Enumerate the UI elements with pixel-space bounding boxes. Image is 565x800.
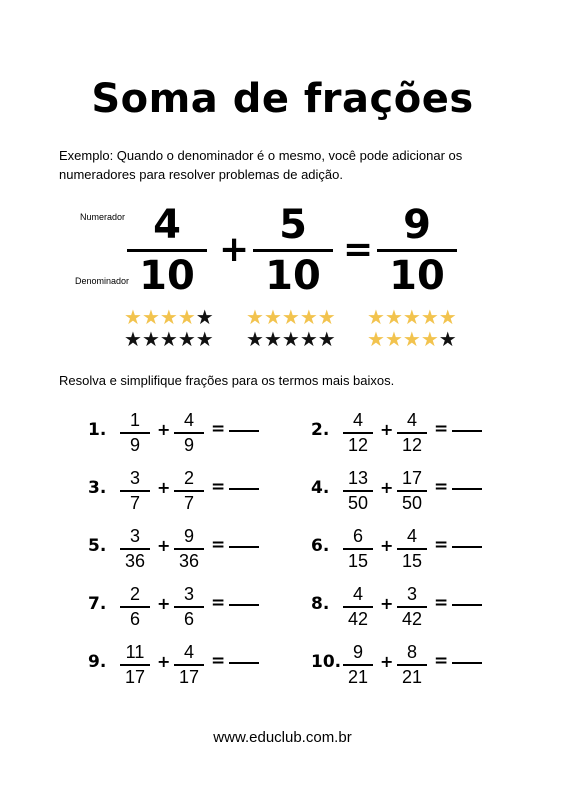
fraction-a [343, 468, 373, 514]
fraction-b [174, 526, 204, 572]
numerator: 8 [406, 642, 417, 662]
fraction-bar [397, 664, 427, 666]
fraction-a [343, 642, 373, 688]
gold-star-icon: ★ [317, 305, 336, 329]
numerator: 4 [352, 410, 363, 430]
plus-sign: + [157, 478, 171, 497]
star-row [246, 328, 336, 350]
fraction-b [174, 642, 204, 688]
denominator: 6 [183, 608, 194, 629]
problem-4 [311, 468, 511, 518]
answer-blank [452, 604, 482, 606]
problem-number: 5. [88, 536, 107, 556]
plus-sign: + [157, 594, 171, 613]
numerator: 1 [129, 410, 140, 430]
fraction-bar [397, 432, 427, 434]
denominator: 21 [347, 666, 369, 687]
fraction-b [174, 468, 204, 514]
black-star-icon: ★ [263, 327, 282, 351]
equals-sign: = [211, 477, 226, 497]
numerator: 4 [406, 526, 417, 546]
fraction-a [343, 584, 373, 630]
answer-blank [452, 662, 482, 664]
example-fraction-3 [377, 203, 457, 298]
problem-9 [88, 642, 288, 692]
gold-star-icon: ★ [420, 327, 439, 351]
fraction-bar [343, 664, 373, 666]
page-title: Soma de frações [91, 76, 474, 122]
fraction-a [343, 526, 373, 572]
problem-3 [88, 468, 288, 518]
gold-star-icon: ★ [141, 305, 160, 329]
fraction-a [120, 642, 150, 688]
fraction-bar [174, 548, 204, 550]
denominator: 15 [347, 550, 369, 571]
fraction-bar [174, 664, 204, 666]
fraction-bar [343, 490, 373, 492]
problem-2 [311, 410, 511, 460]
numerator: 17 [401, 468, 423, 488]
fraction-a [343, 410, 373, 456]
equals-sign: = [434, 419, 449, 439]
fraction-bar [397, 490, 427, 492]
instruction-text: Resolva e simplifique frações para os termos mais baixos. [59, 373, 395, 388]
example-denominator-2: 10 [265, 253, 321, 299]
equals-sign: = [211, 535, 226, 555]
problem-7 [88, 584, 288, 634]
fraction-b [397, 526, 427, 572]
answer-blank [229, 604, 259, 606]
problem-number: 3. [88, 478, 107, 498]
gold-star-icon: ★ [124, 305, 142, 329]
answer-blank [229, 662, 259, 664]
black-star-icon: ★ [299, 327, 318, 351]
equals-sign: = [211, 651, 226, 671]
black-star-icon: ★ [124, 327, 142, 351]
numerator: 4 [406, 410, 417, 430]
plus-sign: + [157, 536, 171, 555]
star-row [367, 306, 457, 328]
problem-8 [311, 584, 511, 634]
fraction-bar [397, 548, 427, 550]
problem-number: 6. [311, 536, 330, 556]
numerator: 9 [352, 642, 363, 662]
denominator: 9 [183, 434, 194, 455]
fraction-b [397, 642, 427, 688]
denominator: 17 [124, 666, 146, 687]
example-denominator-3: 10 [389, 253, 445, 299]
fraction-bar [120, 606, 150, 608]
plus-sign: + [380, 536, 394, 555]
example-numerator-2: 5 [279, 202, 307, 248]
black-star-icon: ★ [141, 327, 160, 351]
numerator: 2 [129, 584, 140, 604]
fraction-bar [253, 249, 333, 252]
denominator: 9 [129, 434, 140, 455]
black-star-icon: ★ [195, 305, 214, 329]
gold-star-icon: ★ [402, 305, 421, 329]
star-row [124, 306, 214, 328]
fraction-bar [343, 606, 373, 608]
black-star-icon: ★ [159, 327, 178, 351]
gold-star-icon: ★ [402, 327, 421, 351]
denominator: 17 [178, 666, 200, 687]
gold-star-icon: ★ [246, 305, 264, 329]
answer-blank [452, 430, 482, 432]
numerator: 2 [183, 468, 194, 488]
example-numerator-3: 9 [403, 202, 431, 248]
problem-number: 2. [311, 420, 330, 440]
example-denominator-1: 10 [139, 253, 195, 299]
equals-sign: = [434, 651, 449, 671]
problem-number: 4. [311, 478, 330, 498]
numerator: 3 [406, 584, 417, 604]
fraction-bar [174, 606, 204, 608]
problem-number: 7. [88, 594, 107, 614]
gold-star-icon: ★ [384, 327, 403, 351]
numerator: 4 [183, 642, 194, 662]
fraction-bar [120, 432, 150, 434]
star-row [124, 328, 214, 350]
plus-sign: + [380, 478, 394, 497]
equals-sign: = [211, 419, 226, 439]
black-star-icon: ★ [177, 327, 196, 351]
numerator: 6 [352, 526, 363, 546]
footer-url: www.educlub.com.br [213, 729, 352, 746]
fraction-bar [397, 606, 427, 608]
black-star-icon: ★ [438, 327, 457, 351]
fraction-bar [120, 490, 150, 492]
fraction-bar [377, 249, 457, 252]
example-plus: + [219, 229, 250, 270]
fraction-b [174, 584, 204, 630]
fraction-a [120, 584, 150, 630]
problem-number: 8. [311, 594, 330, 614]
gold-star-icon: ★ [438, 305, 457, 329]
equals-sign: = [434, 477, 449, 497]
numerator: 4 [352, 584, 363, 604]
numerator: 3 [129, 526, 140, 546]
fraction-a [120, 410, 150, 456]
plus-sign: + [380, 594, 394, 613]
gold-star-icon: ★ [384, 305, 403, 329]
denominator: 36 [124, 550, 146, 571]
denominator: 12 [401, 434, 423, 455]
numerator: 13 [347, 468, 369, 488]
problem-6 [311, 526, 511, 576]
gold-star-icon: ★ [263, 305, 282, 329]
plus-sign: + [157, 420, 171, 439]
fraction-bar [120, 548, 150, 550]
fraction-bar [343, 548, 373, 550]
example-equals: = [343, 229, 374, 270]
denominator: 12 [347, 434, 369, 455]
fraction-b [397, 584, 427, 630]
gold-star-icon: ★ [299, 305, 318, 329]
denominator: 7 [129, 492, 140, 513]
plus-sign: + [157, 652, 171, 671]
fraction-b [397, 468, 427, 514]
fraction-bar [120, 664, 150, 666]
fraction-bar [127, 249, 207, 252]
black-star-icon: ★ [281, 327, 300, 351]
numerator: 9 [183, 526, 194, 546]
star-row [367, 328, 457, 350]
answer-blank [229, 488, 259, 490]
fraction-bar [174, 432, 204, 434]
fraction-b [397, 410, 427, 456]
black-star-icon: ★ [317, 327, 336, 351]
fraction-bar [343, 432, 373, 434]
intro-text: Exemplo: Quando o denominador é o mesmo, você pode adicionar os numeradores para resolver problemas de adição. [59, 148, 463, 182]
example-numerator-1: 4 [153, 202, 181, 248]
equals-sign: = [211, 593, 226, 613]
problem-1 [88, 410, 288, 460]
numerator: 11 [125, 642, 145, 662]
problem-5 [88, 526, 288, 576]
gold-star-icon: ★ [367, 305, 385, 329]
star-group-3 [367, 306, 457, 350]
plus-sign: + [380, 652, 394, 671]
problem-number: 10. [311, 652, 342, 672]
numerator: 4 [183, 410, 194, 430]
fraction-a [120, 468, 150, 514]
example-fraction-1 [127, 203, 207, 298]
denominator: 42 [347, 608, 369, 629]
numerator: 3 [129, 468, 140, 488]
denominator: 42 [401, 608, 423, 629]
gold-star-icon: ★ [281, 305, 300, 329]
denominator: 50 [347, 492, 369, 513]
black-star-icon: ★ [246, 327, 264, 351]
gold-star-icon: ★ [159, 305, 178, 329]
fraction-b [174, 410, 204, 456]
problem-number: 1. [88, 420, 107, 440]
denominator: 15 [401, 550, 423, 571]
denominator: 7 [183, 492, 194, 513]
numerator: 3 [183, 584, 194, 604]
answer-blank [229, 546, 259, 548]
equals-sign: = [434, 593, 449, 613]
denominator: 6 [129, 608, 140, 629]
example-fraction-2 [253, 203, 333, 298]
plus-sign: + [380, 420, 394, 439]
gold-star-icon: ★ [367, 327, 385, 351]
denominator: 36 [178, 550, 200, 571]
gold-star-icon: ★ [177, 305, 196, 329]
fraction-bar [174, 490, 204, 492]
fraction-a [120, 526, 150, 572]
star-group-2 [246, 306, 336, 350]
denominator-label: Denominador [75, 276, 130, 286]
numerator-label: Numerador [80, 212, 126, 222]
answer-blank [229, 430, 259, 432]
equals-sign: = [434, 535, 449, 555]
denominator: 21 [401, 666, 423, 687]
star-group-1 [124, 306, 214, 350]
problem-number: 9. [88, 652, 107, 672]
problem-10 [311, 642, 511, 692]
denominator: 50 [401, 492, 423, 513]
star-row [246, 306, 336, 328]
black-star-icon: ★ [195, 327, 214, 351]
answer-blank [452, 488, 482, 490]
answer-blank [452, 546, 482, 548]
gold-star-icon: ★ [420, 305, 439, 329]
